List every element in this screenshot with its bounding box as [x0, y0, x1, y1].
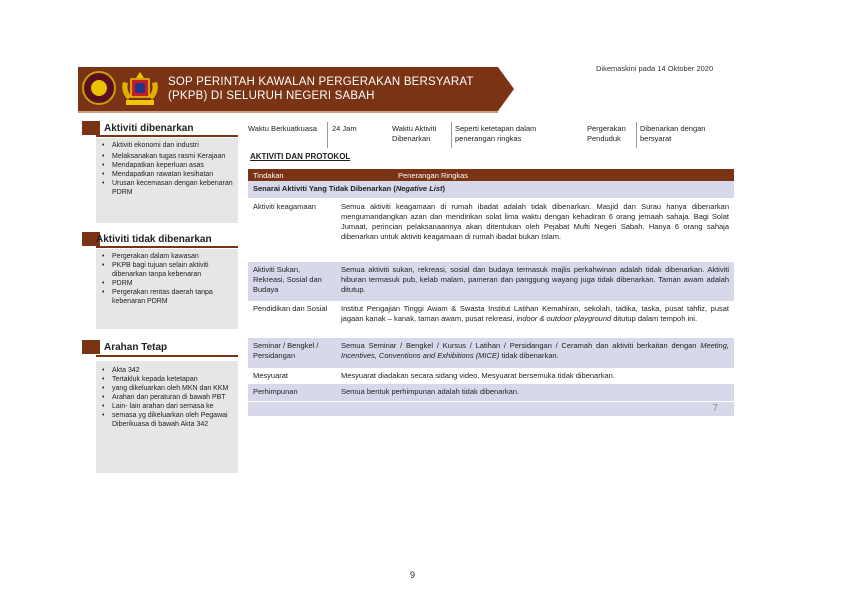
row-action: Perhimpunan — [253, 387, 298, 396]
standing-orders-list — [96, 361, 238, 473]
list-item: • Mendapatkan rawatan kesihatan — [100, 170, 234, 179]
table-row — [248, 384, 734, 402]
row-description: Mesyuarat diadakan secara sidang video. Mesyuarat bersemuka tidak dibenarkan. — [341, 371, 615, 380]
page-number: 9 — [410, 570, 416, 580]
not-allowed-list — [96, 249, 238, 329]
movement-value: Dibenarkan dengan bersyarat — [640, 124, 706, 143]
row-description: Institut Pengajian Tinggi Awam & Swasta Institut Latihan Kemahiran, sekolah, tadika, taska, pusat tahfiz, pusat jagaan kanak – kanak, taman awam, pusat rekreasi, indoor & outdoor playground ditutup dalam tempoh ini. — [341, 304, 729, 323]
row-action: Pendidikan dan Sosial — [253, 304, 328, 313]
effective-hours-value: 24 Jam — [332, 124, 357, 133]
subheading-text: Senarai Aktiviti Yang Tidak Dibenarkan (Negative List) — [253, 184, 446, 193]
banner-underline — [78, 111, 498, 113]
activity-hours-value: Seperti ketetapan dalam penerangan ringkas — [455, 124, 537, 143]
allowed-list — [96, 138, 238, 223]
section-marker — [82, 121, 100, 135]
slide-number: 7 — [712, 403, 718, 414]
list-item: • Mendapatkan keperluan asas — [100, 161, 234, 170]
divider — [451, 122, 452, 148]
list-item: • Pergerakan dalam kawasan — [100, 252, 234, 261]
row-description: Semua aktiviti keagamaan di rumah ibadat adalah tidak dibenarkan. Masjid dan Surau hanya dibenarkan mengumandangkan azan dan mendirikan solat lima waktu dengan kehadiran 6 orang jemaah sahaja. Bagi Solat Jumaat, perincian pelaksanaannya akan ditentukan oleh Pejabat Mufti Negeri Sabah. Hanya 6 orang sahaja dibenarkan untuk aktiviti keagamaan di rumah ibadat bukan Islam. — [341, 202, 729, 241]
list-item: • PKPB bagi tujuan selain aktiviti dibenarkan tanpa kebenaran — [100, 261, 234, 279]
list-item: • semasa yg dikeluarkan oleh Pegawai Diberikuasa di bawah Akta 342 — [100, 411, 234, 429]
negative-list-term: Negative List — [395, 184, 443, 193]
police-emblem-icon — [82, 71, 116, 105]
malaysia-coat-of-arms-icon — [118, 70, 162, 108]
column-header-description: Penerangan Ringkas — [398, 171, 469, 180]
table-row — [248, 338, 734, 369]
row-action: Aktiviti Sukan, Rekreasi, Sosial dan Budaya — [253, 265, 322, 294]
row-action: Seminar / Bengkel / Persidangan — [253, 341, 319, 360]
slide-footer — [248, 402, 734, 416]
list-item: • Lain- lain arahan dari semasa ke — [100, 402, 234, 411]
table-subheading — [248, 181, 734, 198]
heading-underline — [96, 135, 238, 137]
row-description: Semua bentuk perhimpunan adalah tidak dibenarkan. — [341, 387, 520, 396]
list-item: • Akta 342 — [100, 366, 234, 375]
activity-hours-label: Waktu Aktiviti Dibenarkan — [392, 124, 437, 143]
list-item: • Melaksanakan tugas rasmi Kerajaan — [100, 152, 234, 161]
table-row — [248, 262, 734, 302]
allowed-heading: Aktiviti dibenarkan — [104, 123, 194, 134]
banner-arrow — [498, 67, 514, 111]
movement-label: Pergerakan Penduduk — [587, 124, 626, 143]
standing-orders-heading: Arahan Tetap — [104, 342, 168, 353]
last-updated-note: Dikemaskini pada 14 Oktober 2020 — [596, 64, 714, 73]
row-action: Mesyuarat — [253, 371, 289, 380]
row-action: Aktiviti keagamaan — [253, 202, 316, 211]
banner-title — [168, 75, 474, 103]
effective-hours-label: Waktu Berkuatkuasa — [248, 124, 317, 133]
heading-underline — [96, 355, 238, 357]
row-description: Semua Seminar / Bengkel / Kursus / Latihan / Persidangan / Ceramah dan aktiviti berkaitan dengan Meeting, Incentives, Conventions and Exhibitions (MICE) tidak dibenarkan. — [341, 341, 729, 360]
table-row — [248, 368, 734, 385]
heading-underline — [96, 246, 238, 248]
table-row — [248, 301, 734, 339]
divider — [636, 122, 637, 148]
not-allowed-heading: Aktiviti tidak dibenarkan — [96, 234, 212, 245]
section-marker — [82, 340, 100, 354]
list-item: • Pergerakan rentas daerah tanpa kebenaran PDRM — [100, 288, 234, 306]
table-header — [248, 169, 734, 181]
list-item: • Urusan kecemasan dengan kebenaran PDRM — [100, 179, 234, 197]
column-header-action: Tindakan — [253, 171, 284, 180]
section-title: AKTIVITI DAN PROTOKOL — [250, 152, 351, 161]
list-item: • Arahan dan peraturan di bawah PBT — [100, 393, 234, 402]
list-item: • yang dikeluarkan oleh MKN dan KKM — [100, 384, 234, 393]
list-item: • Tertakluk kepada ketetapan — [100, 375, 234, 384]
list-item: • Aktiviti ekonomi dan industri — [100, 141, 234, 150]
table-row — [248, 199, 734, 263]
list-item: • PDRM — [100, 279, 234, 288]
row-description: Semua aktiviti sukan, rekreasi, sosial dan budaya termasuk majlis perkahwinan adalah tidak dibenarkan. Aktiviti hiburan termasuk pub, kelab malam, pameran dan panggung wayang juga tidak dibenarkan. Taman awam adalah ditutup. — [341, 265, 729, 294]
banner-title-line1: SOP PERINTAH KAWALAN PERGERAKAN BERSYARAT — [168, 76, 474, 88]
banner-title-line2: (PKPB) DI SELURUH NEGERI SABAH — [168, 90, 375, 102]
divider — [327, 122, 328, 148]
